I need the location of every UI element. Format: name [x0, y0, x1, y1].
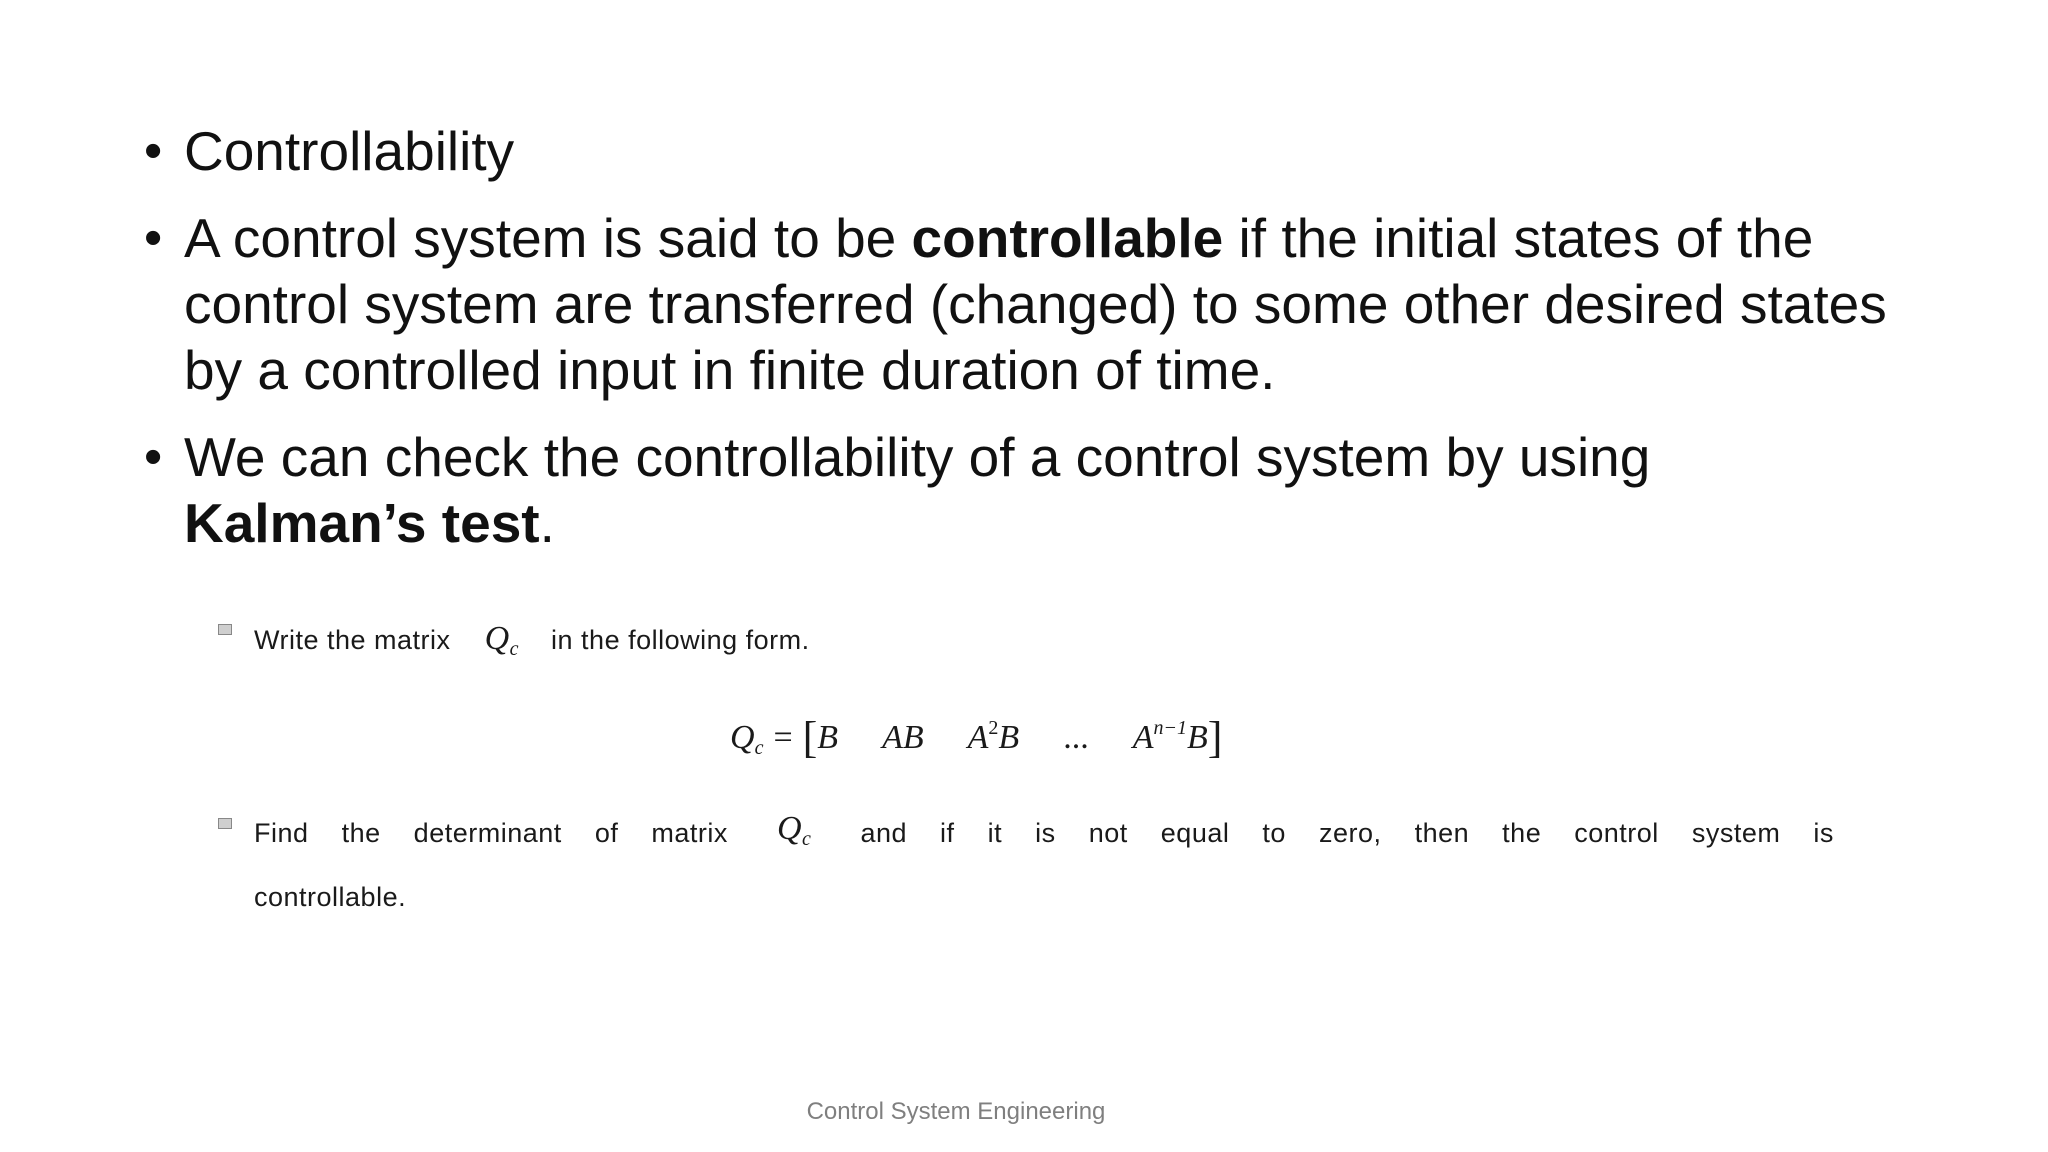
- word: the: [341, 818, 381, 848]
- eq-equals: =: [773, 719, 793, 756]
- step-write-matrix: [254, 620, 810, 664]
- word: not: [1088, 818, 1128, 848]
- word: to: [1262, 818, 1286, 848]
- footer-text: Control System Engineering: [806, 1098, 1106, 1125]
- qc-sub: c: [509, 638, 520, 660]
- eq-sup-2: 2: [988, 717, 999, 739]
- eq-lhs-sub: c: [754, 737, 764, 759]
- eq-lhs: Q: [730, 719, 755, 756]
- qc-equation: [730, 712, 1222, 763]
- word: Find: [254, 818, 309, 848]
- bullet-text-bold: Kalman’s test: [184, 492, 540, 554]
- word: then: [1414, 818, 1470, 848]
- word: equal: [1160, 818, 1230, 848]
- bullet-text-bold: controllable: [911, 207, 1224, 269]
- word: is: [1035, 818, 1056, 848]
- step-text: in the following form.: [551, 625, 810, 655]
- eq-ellipsis: ...: [1063, 719, 1089, 756]
- bullet-dot-icon: •: [144, 428, 163, 486]
- eq-term-bn: B: [1186, 719, 1208, 756]
- eq-term-b2: B: [998, 719, 1020, 756]
- word: of: [594, 818, 619, 848]
- word: is: [1813, 818, 1834, 848]
- eq-close-bracket: ]: [1207, 713, 1223, 762]
- eq-sup-n: n−1: [1153, 717, 1187, 739]
- bullet-text-pre: A control system is said to be: [184, 207, 912, 269]
- word: the: [1502, 818, 1542, 848]
- qc-symbol: [776, 810, 812, 854]
- eq-term-a2: A: [967, 719, 989, 756]
- sub-bullet-icon: [218, 624, 232, 635]
- step-line-2: controllable.: [254, 882, 407, 912]
- bullet-list: [140, 118, 1900, 577]
- eq-term-b: B: [817, 719, 839, 756]
- kalman-test-figure: [210, 610, 1850, 930]
- bullet-text-pre: We can check the controllability of a control system by using: [184, 426, 1651, 488]
- word: and: [860, 818, 907, 848]
- eq-term-ab: AB: [882, 719, 924, 756]
- word: it: [987, 818, 1003, 848]
- bullet-dot-icon: •: [144, 209, 163, 267]
- bullet-controllability: [140, 118, 1900, 184]
- word: if: [940, 818, 955, 848]
- word: zero,: [1318, 818, 1382, 848]
- step-find-determinant: [254, 810, 1834, 912]
- word: control: [1574, 818, 1659, 848]
- bullet-dot-icon: •: [144, 122, 163, 180]
- qc-main: Q: [484, 620, 510, 657]
- sub-bullet-icon: [218, 818, 232, 829]
- qc-symbol: [484, 620, 520, 660]
- bullet-definition: [140, 205, 1900, 403]
- eq-open-bracket: [: [802, 713, 818, 762]
- bullet-text-post: if the initial states of the control system are transferred (changed) to some other desired states by a controlled input in finite duration of time.: [184, 207, 1887, 401]
- eq-term-an: A: [1132, 719, 1154, 756]
- word: matrix: [651, 818, 728, 848]
- word: system: [1691, 818, 1781, 848]
- step-text: Write the matrix: [254, 625, 451, 655]
- qc-main: Q: [776, 810, 802, 847]
- bullet-kalman: [140, 424, 1900, 556]
- word: determinant: [413, 818, 562, 848]
- step-line-1: [254, 810, 1834, 854]
- bullet-text-post: .: [539, 492, 555, 554]
- bullet-text: Controllability: [184, 120, 515, 182]
- qc-sub: c: [802, 828, 812, 850]
